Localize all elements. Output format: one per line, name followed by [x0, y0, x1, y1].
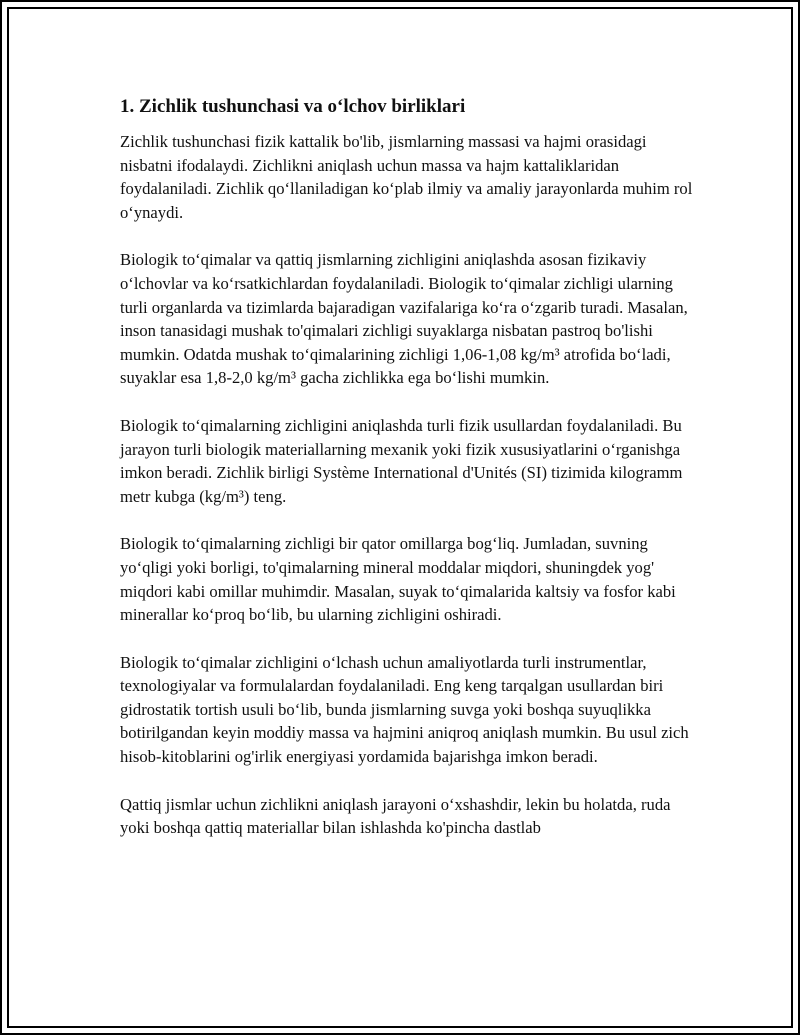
paragraph-5: Biologik to‘qimalar zichligini o‘lchash uchun amaliyotlarda turli instrumentlar, texnologiyalar va formulalardan foydalaniladi. Eng keng tarqalgan usullardan biri gidrostatik tortish usuli bo‘lib, bunda jismlarning suvga yoki boshqa suyuqlikka botirilgandan keyin moddiy massa va hajmini aniqroq aniqlash mumkin. Bu usul zich hisob-kitoblarini og'irlik energiyasi yordamida bajarishga imkon beradi. — [120, 652, 689, 767]
paragraph-2: Biologik to‘qimalar va qattiq jismlarning zichligini aniqlashda asosan fizikaviy o‘lchovlar va ko‘rsatkichlardan foydalaniladi. Biologik to‘qimalar zichligi ularning turli organlarda va tizimlarda bajaradigan vazifalariga ko‘ra o‘zgarib turadi. Masalan, inson tanasidagi mushak to'qimalari zichligi suyaklarga nisbatan pastroq bo'lishi mumkin. Odatda mushak to‘qimalarining zichligi 1,06-1,08 kg/m³ atrofida bo‘ladi, suyaklar esa 1,8-2,0 kg/m³ gacha zichlikka ega bo‘lishi mumkin. — [120, 250, 688, 388]
section-heading: 1. Zichlik tushunchasi va o‘lchov birliklari — [120, 96, 466, 117]
paragraph-1: Zichlik tushunchasi fizik kattalik bo'lib, jismlarning massasi va hajmi orasidagi nisbatni ifodalaydi. Zichlikni aniqlash uchun massa va hajm kattaliklaridan foydalaniladi. Zichlik qo‘llaniladigan ko‘plab ilmiy va amaliy jarayonlarda muhim rol o‘ynaydi. — [120, 132, 693, 222]
paragraph-3: Biologik to‘qimalarning zichligini aniqlashda turli fizik usullardan foydalaniladi. Bu jarayon turli biologik materiallarning mexanik yoki fizik xususiyatlarini o‘rganishga imkon beradi. Zichlik birligi Système International d'Unités (SI) tizimida kilogramm metr kubga (kg/m³) teng. — [120, 415, 683, 506]
document-body — [120, 94, 695, 840]
paragraph-6: Qattiq jismlar uchun zichlikni aniqlash jarayoni o‘xshashdir, lekin bu holatda, ruda yoki boshqa qattiq materiallar bilan ishlashda ko'pincha dastlab — [120, 794, 671, 838]
paragraph-4: Biologik to‘qimalarning zichligi bir qator omillarga bog‘liq. Jumladan, suvning yo‘qligi yoki borligi, to'qimalarning mineral moddalar miqdori, shuningdek yog' miqdori kabi omillar muhimdir. Masalan, suyak to‘qimalarida kaltsiy va fosfor kabi minerallar ko‘proq bo‘lib, bu ularning zichligini oshiradi. — [120, 534, 676, 625]
